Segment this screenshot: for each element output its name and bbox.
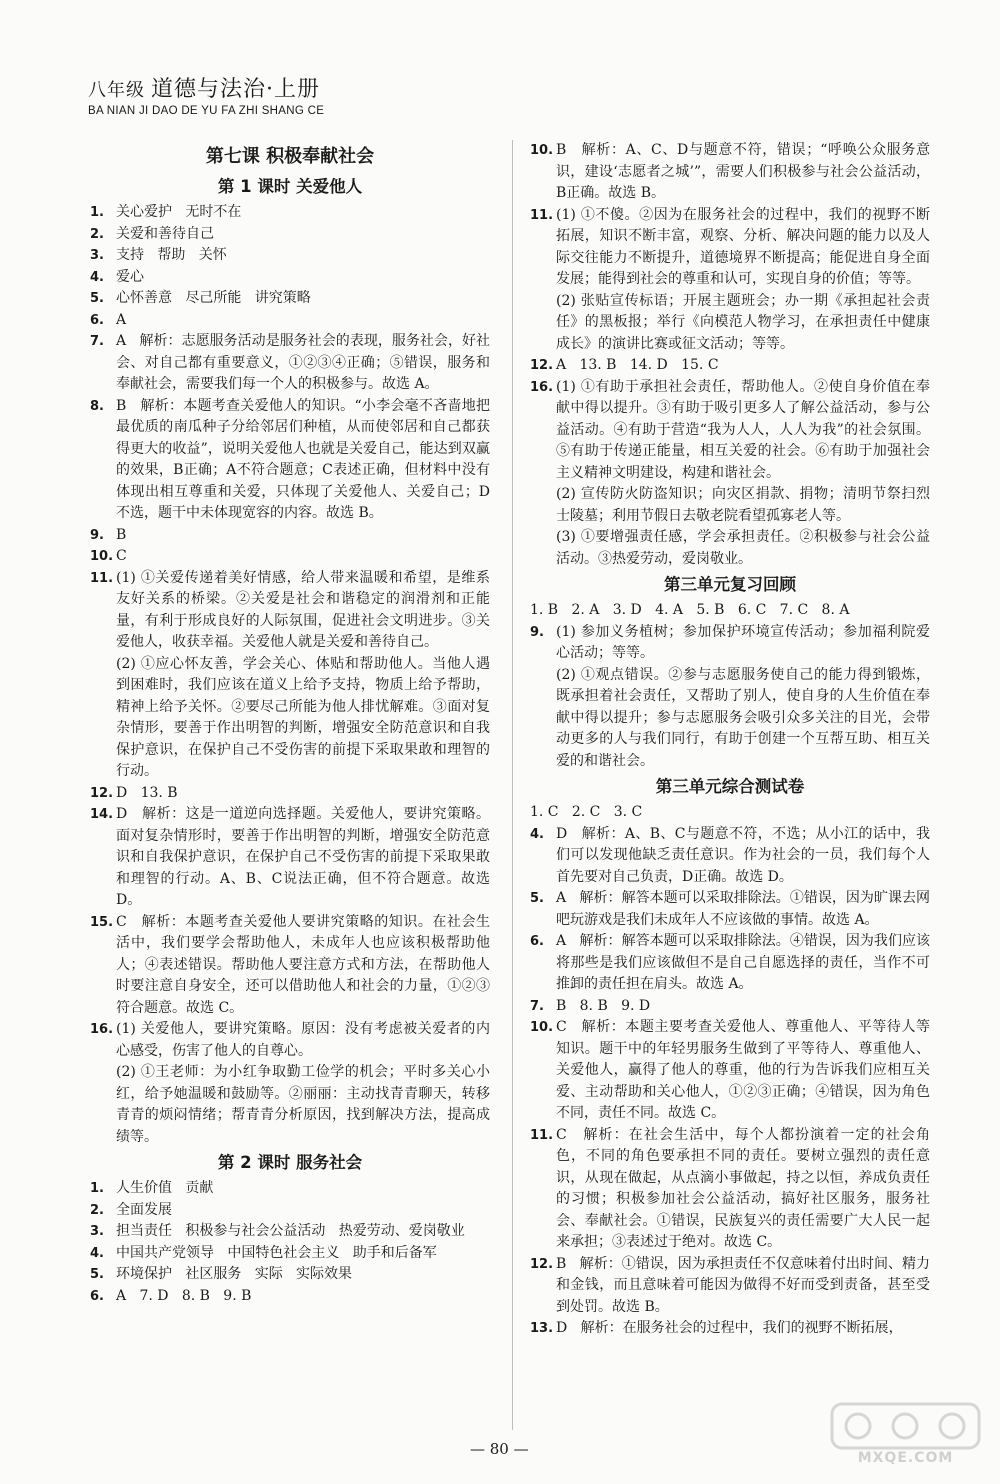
book-title-pinyin: BA NIAN JI DAO DE YU FA ZHI SHANG CE	[88, 105, 325, 117]
answer-text: 支持 帮助 关怀	[116, 247, 227, 263]
answer-text: (1) ①不傻。②因为在服务社会的过程中，我们的视野不断拓展，知识不断丰富，观察、分析、解决问题的能力以及人际交往能力不断提升，道德境界不断提高；能促进自身全面发展；能得到社会的尊重和认可，实现自身的价值；等等。	[556, 206, 930, 287]
page-number: — 80 —	[470, 1440, 529, 1458]
answer-item	[90, 783, 490, 805]
left-column	[90, 140, 495, 1307]
answer-subpart: (2) 张贴宣传标语；开展主题班会；办一期《承担起社会责任》的黑板报；举行《向模范人物学习，在承担责任中健康成长》的演讲比赛或征文活动；等等。	[556, 292, 930, 352]
answer-text: D 解析：这是一道逆向选择题。关爱他人，要讲究策略。面对复杂情形时，要善于作出明智的判断，增强安全防范意识和自我保护意识，在保护自己不受伤害的前提下采取果敢和理智的行动。A、B、C说法正确，但不符合题意。故选 D。	[116, 806, 495, 908]
answer-text: B 8. B 9. D	[556, 997, 651, 1014]
answer-number: 3.	[90, 248, 104, 263]
answer-text: A	[116, 311, 127, 328]
answer-number: 16.	[90, 1022, 114, 1037]
column-divider	[512, 140, 513, 1430]
answer-number: 12.	[530, 1256, 554, 1272]
answer-number: 12.	[90, 785, 114, 801]
answer-text: B 解析：A、C、D与题意不符，错误；“呼唤公众服务意识，建设‘志愿者之城’”，需要人们积极参与社会公益活动，B正确。故选 B。	[556, 142, 930, 201]
answer-number: 11.	[90, 570, 114, 586]
answer-text: C 解析：本题考查关爱他人要讲究策略的知识。在社会生活中，我们要学会帮助他人，未成年人也应该积极帮助他人；④表述错误。帮助他人要注意方式和方法，在帮助他人时要注意自身安全，还可以借助他人和社会的力量，①②③符合题意。故选 C。	[116, 913, 490, 1016]
answer-text: C	[116, 548, 127, 564]
answer-item	[90, 912, 490, 1020]
answer-text: D 13. B	[116, 784, 178, 801]
answer-number: 10.	[90, 549, 114, 564]
answer-text: B 解析：①错误，因为承担责任不仅意味着付出时间、精力和金钱，而且意味着可能因为做得不好而受到责备，甚至受到处罚。故选 B。	[556, 1255, 930, 1315]
answer-text: B	[116, 526, 127, 543]
answer-text: 环境保护 社区服务 实际 实际效果	[116, 1266, 353, 1282]
answer-number: 11.	[530, 207, 554, 223]
answer-text: (1) ①有助于承担社会责任，帮助他人。②使自身价值在奉献中得以提升。③有助于吸引更多人了解公益活动，参与公益活动。④有助于营造“我为人人，人人为我”的社会氛围。⑤有助于传递正能量，相互关爱的社会。⑥有助于加强社会主义精神文明建设，构建和谐社会。	[556, 378, 930, 481]
answer-text: A 解析：解答本题可以采取排除法。①错误，因为旷课去网吧玩游戏是我们未成年人不应该做的事情。故选 A。	[556, 890, 930, 928]
answer-number: 7.	[530, 998, 544, 1014]
answer-text: (1) ①关爱传递着美好情感，给人带来温暖和希望，是维系友好关系的桥梁。②关爱是社会和谐稳定的润滑剂和正能量，有利于形成良好的人际氛围，促进社会文明进步。③关爱他人，收获幸福。关爱他人就是关爱和善待自己。	[116, 569, 490, 650]
answer-number: 9.	[90, 527, 104, 543]
answer-item	[530, 205, 930, 291]
answer-item	[90, 1264, 490, 1286]
answer-number: 16.	[530, 379, 554, 395]
section-title: 第 2 课时 服务社会	[217, 1153, 363, 1172]
answer-item	[90, 267, 490, 289]
answer-number: 4.	[90, 269, 104, 285]
answer-number: 2.	[90, 226, 104, 242]
answer-item	[90, 568, 490, 654]
answer-item	[90, 396, 490, 525]
answer-number: 12.	[530, 358, 554, 373]
answer-text: 全面发展	[116, 1201, 172, 1218]
answer-number: 1.	[90, 1181, 104, 1196]
answer-item	[530, 140, 930, 205]
answer-item	[90, 224, 490, 246]
answer-item	[90, 310, 490, 332]
answer-number: 6.	[90, 1288, 104, 1304]
answer-number: 3.	[90, 1224, 104, 1239]
answer-number: 10.	[530, 143, 554, 158]
answer-number: 7.	[90, 334, 104, 349]
subject-label: 道德与法治·上册	[151, 77, 320, 102]
answer-text: 心怀善意 尽己所能 讲究策略	[116, 290, 311, 306]
answer-item	[530, 622, 930, 665]
section-title: 第三单元复习回顾	[664, 575, 796, 594]
book-title	[88, 72, 324, 103]
answer-text: 人生价值 贡献	[116, 1180, 214, 1196]
answer-item	[90, 525, 490, 547]
answer-item	[530, 1254, 930, 1319]
answer-subpart: (2) 宣传防火防盗知识；向灾区捐款、捐物；清明节祭扫烈士陵墓；利用节假日去敬老院看望孤寡老人等。	[556, 486, 930, 524]
answer-item	[530, 377, 930, 485]
answer-number: 13.	[530, 1321, 554, 1336]
answer-subpart: (2) ①应心怀友善，学会关心、体贴和帮助他人。当他人遇到困难时，我们应该在道义上给予支持，物质上给予帮助，精神上给予关怀。②要尽己所能为他人排忧解难。③面对复杂情形，要善于作出明智的判断，增强安全防范意识和自我保护意识，在保护自己不受伤害的前提下采取果敢和理智的行动。	[116, 655, 490, 779]
answer-number: 5.	[530, 891, 544, 906]
answer-text: D 解析：在服务社会的过程中，我们的视野不断拓展，	[556, 1320, 903, 1336]
answer-text: D 解析：A、B、C与题意不符，不选；从小江的话中，我们可以发现他缺乏责任意识。作为社会的一员，我们每个人首先要对自己负责，D正确。故选 D。	[556, 825, 930, 885]
watermark	[828, 1400, 983, 1470]
answer-text: A 解析：志愿服务活动是服务社会的表现，服务社会，好社会、对自己都有重要意义，①②③④正确；⑤错误，服务和奉献社会，需要我们每一个人的积极参与。故选 A。	[116, 333, 490, 392]
answer-text: A 7. D 8. B 9. B	[116, 1287, 252, 1304]
answer-text: B 解析：本题考查关爱他人的知识。“小李会毫不吝啬地把最优质的南瓜种子分给邻居们种植，从而使邻居和自己都获得更大的收益”，说明关爱他人也就是关爱自己，能达到双赢的效果，B正确；A不符合题意；C表述正确，但材料中没有体现出相互尊重和关爱，只体现了关爱他人、关爱自己；D不选，题干中未体现宽容的内容。故选 B。	[116, 397, 490, 521]
answer-item	[90, 1019, 490, 1062]
answer-item	[530, 355, 930, 377]
answer-number: 15.	[90, 914, 114, 930]
watermark-text: MXQE.COM	[857, 1450, 954, 1466]
answer-number: 8.	[90, 398, 104, 414]
answer-text: A 13. B 14. D 15. C	[556, 357, 719, 373]
answer-item	[530, 1125, 930, 1254]
right-column	[530, 140, 930, 1340]
answer-text: (1) 参加义务植树；参加保护环境宣传活动；参加福利院爱心活动；等等。	[556, 623, 930, 661]
answer-item	[530, 1017, 930, 1125]
answer-item	[90, 331, 490, 396]
answer-text: A 解析：解答本题可以采取排除法。④错误，因为我们应该将那些是我们应该做但不是自己自愿选择的责任，当作不可推卸的责任担在肩头。故选 A。	[556, 933, 930, 992]
answer-number: 5.	[90, 1267, 104, 1282]
answer-row: 1. C 2. C 3. C	[530, 804, 643, 820]
answer-row: 1. B 2. A 3. D 4. A 5. B 6. C 7. C 8. A	[530, 602, 850, 618]
answer-number: 5.	[90, 291, 104, 306]
answer-item	[90, 546, 490, 568]
page-header	[88, 72, 324, 117]
answer-item	[90, 1178, 490, 1200]
answer-item	[90, 1221, 490, 1243]
answer-number: 9.	[530, 624, 544, 640]
answer-number: 11.	[530, 1127, 554, 1143]
answer-item	[530, 996, 930, 1018]
answer-item	[90, 804, 495, 912]
answer-text: C 解析：在社会生活中，每个人都扮演着一定的社会角色，不同的角色要承担不同的责任。要树立强烈的责任意识，从现在做起，从点滴小事做起，持之以恒，养成负责任的习惯；积极参加社会公益活动，搞好社区服务，服务社会、奉献社会。①错误，民族复兴的责任需要广大人民一起来承担；③表述过于绝对。故选 C。	[556, 1126, 930, 1250]
section-title: 第 1 课时 关爱他人	[217, 177, 363, 196]
answer-subpart: (3) ①要增强责任感，学会承担责任。②积极参与社会公益活动。③热爱劳动，爱岗敬业。	[556, 529, 930, 567]
grade-label: 八年级	[88, 80, 145, 101]
answer-item	[90, 245, 490, 267]
answer-text: 关爱和善待自己	[116, 225, 214, 242]
answer-number: 6.	[90, 312, 104, 328]
answer-item	[530, 931, 930, 996]
answer-item	[530, 888, 930, 931]
answer-number: 14.	[90, 807, 114, 822]
answer-number: 6.	[530, 934, 544, 949]
answer-subpart: (2) ①王老师：为小红争取勤工俭学的机会；平时多关心小红，给予她温暖和鼓励等。②丽丽：主动找青青聊天，转移青青的烦闷情绪；帮青青分析原因，找到解决方法，提高成绩等。	[116, 1064, 490, 1145]
answer-item	[90, 288, 490, 310]
answer-item	[90, 1286, 490, 1308]
answer-number: 4.	[90, 1245, 104, 1261]
answer-item	[530, 824, 930, 889]
answer-item	[530, 1318, 930, 1340]
answer-item	[90, 202, 490, 224]
answer-subpart: (2) ①观点错误。②参与志愿服务使自己的能力得到锻炼，既承担着社会责任，又帮助了别人，使自身的人生价值在奉献中得以提升；参与志愿服务会吸引众多关注的目光，会带动更多的人与我们同行，有助于创建一个互帮互助、相互关爱的和谐社会。	[556, 666, 930, 769]
answer-text: 关心爱护 无时不在	[116, 204, 242, 220]
answer-number: 10.	[530, 1020, 554, 1035]
answer-site-logo-icon	[828, 1400, 983, 1452]
answer-text: 爱心	[116, 268, 144, 285]
answer-text: (1) 关爱他人，要讲究策略。原因：没有考虑被关爱者的内心感受，伤害了他人的自尊心。	[116, 1021, 490, 1059]
lesson-title: 第七课 积极奉献社会	[205, 146, 375, 167]
answer-number: 2.	[90, 1202, 104, 1218]
answer-text: 担当责任 积极参与社会公益活动 热爱劳动、爱岗敬业	[116, 1223, 465, 1239]
answer-number: 1.	[90, 205, 104, 220]
answer-number: 4.	[530, 826, 544, 842]
answer-item	[90, 1243, 490, 1265]
section-title: 第三单元综合测试卷	[655, 777, 805, 796]
answer-text: 中国共产党领导 中国特色社会主义 助手和后备军	[116, 1244, 437, 1261]
answer-text: C 解析：本题主要考查关爱他人、尊重他人、平等待人等知识。题干中的年轻男服务生做到了平等待人、尊重他人、关爱他人，赢得了他人的尊重，他的行为告诉我们应相互关爱、主动帮助和关心他人，①②③正确；④错误，因为角色不同，责任不同。故选 C。	[556, 1019, 930, 1121]
answer-item	[90, 1200, 490, 1222]
